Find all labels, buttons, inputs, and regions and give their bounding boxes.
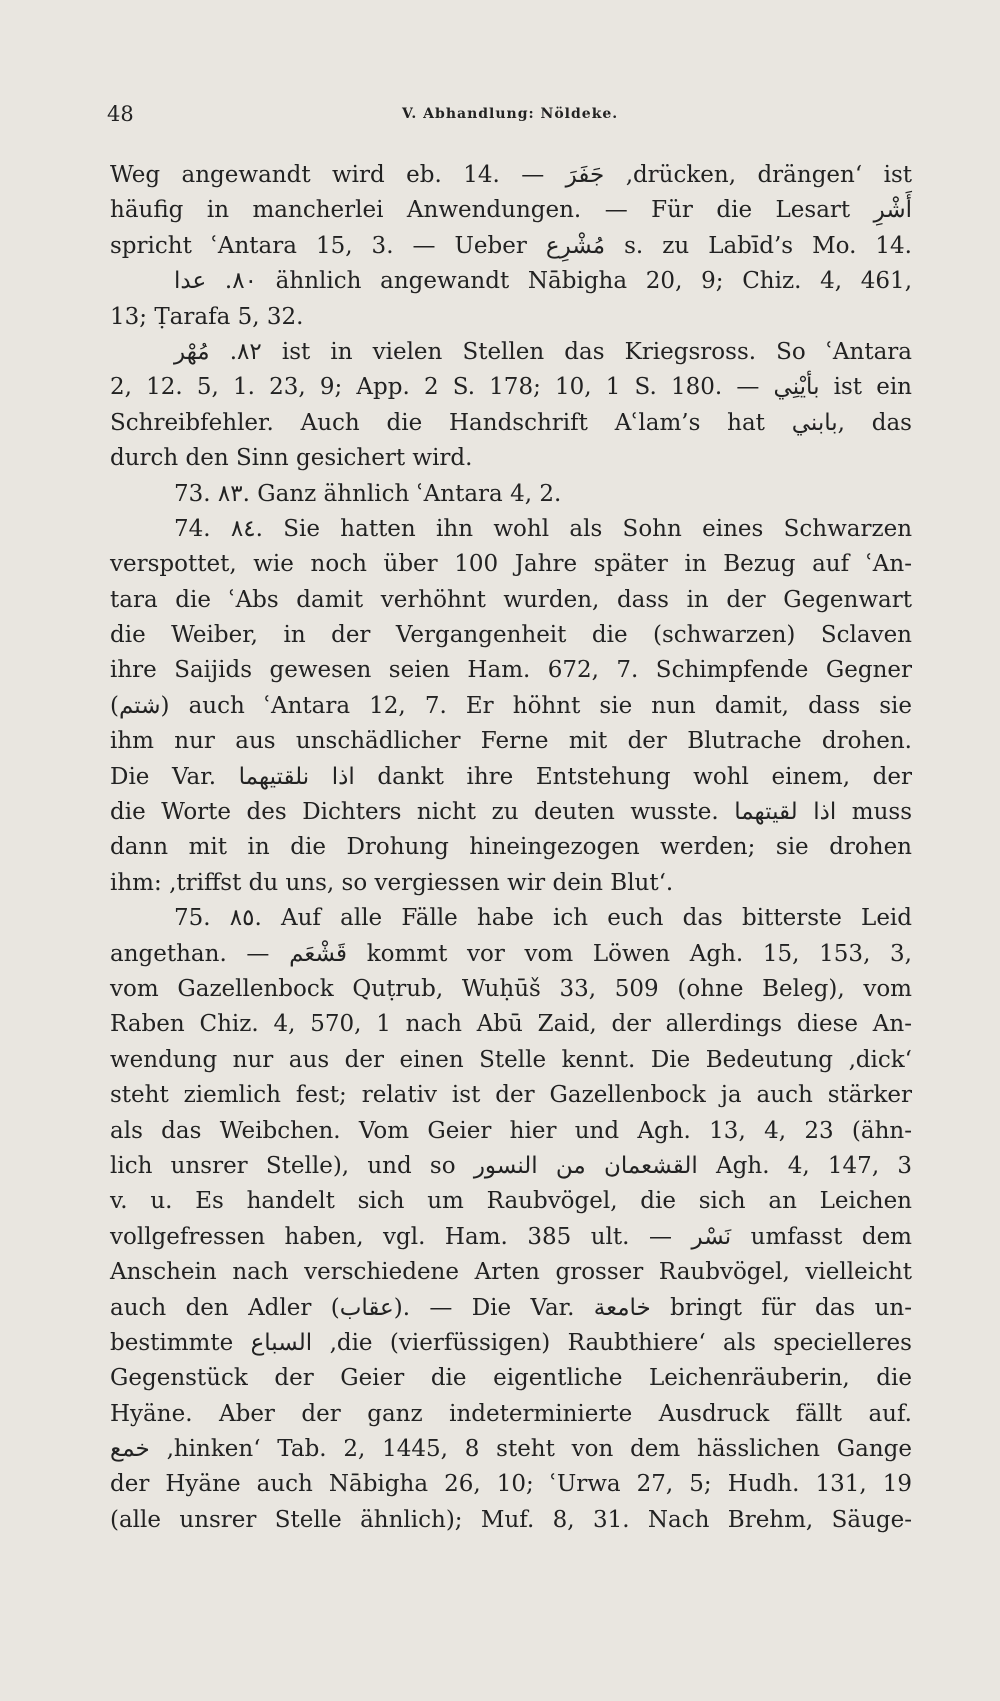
text-line: 2, 12. 5, 1. 23, 9; App. 2 S. 178; 10, 1 S. 180. — بأيْنِي ist ein (110, 374, 912, 401)
text-line: ٨٠. عدا ähnlich angewandt Nābigha 20, 9; Chiz. 4, 461, (174, 268, 913, 295)
text-line: dann mit in die Drohung hineingezogen werden; sie drohen (110, 834, 912, 861)
page-number: 48 (107, 102, 134, 126)
text-line: die Weiber, in der Vergangenheit die (schwarzen) Sclaven (110, 622, 912, 649)
text-line: der Hyäne auch Nābigha 26, 10; ʿUrwa 27, 5; Hudh. 131, 19 (110, 1471, 912, 1498)
text-line: (alle unsrer Stelle ähnlich); Muf. 8, 31. Nach Brehm, Säuge- (110, 1506, 912, 1533)
text-line: ٨٢. مُهْر ist in vielen Stellen das Kriegsross. So ʿAntara (174, 338, 913, 365)
text-line: angethan. — قَشْعَم kommt vor vom Löwen Agh. 15, 153, 3, (110, 940, 912, 967)
text-line: v. u. Es handelt sich um Raubvögel, die sich an Leichen (110, 1188, 912, 1215)
text-line: durch den Sinn gesichert wird. (110, 445, 473, 472)
text-line: verspottet, wie noch über 100 Jahre später in Bezug auf ʿAn- (110, 551, 912, 578)
running-head: V. Abhandlung: Nöldeke. (402, 106, 619, 122)
text-line: auch den Adler (عقاب). — Die Var. خامعة bringt für das un- (110, 1294, 912, 1321)
text-line: häufig in mancherlei Anwendungen. — Für die Lesart أَشْرِ (110, 197, 912, 224)
text-line: ihm nur aus unschädlicher Ferne mit der Blutrache drohen. (110, 728, 912, 755)
text-line: lich unsrer Stelle), und so القشعمان من النسور Agh. 4, 147, 3 (110, 1152, 912, 1179)
text-line: vollgefressen haben, vgl. Ham. 385 ult. — نَسْر umfasst dem (110, 1223, 912, 1250)
text-line: steht ziemlich fest; relativ ist der Gazellenbock ja auch stärker (110, 1082, 912, 1109)
text-line: خمع ‚hinken‘ Tab. 2, 1445, 8 steht von dem hässlichen Gange (110, 1436, 912, 1463)
text-line: Hyäne. Aber der ganz indeterminierte Ausdruck fällt auf. (110, 1400, 912, 1427)
text-line: Raben Chiz. 4, 570, 1 nach Abū Zaid, der allerdings diese An- (110, 1011, 912, 1038)
page-header (107, 102, 907, 132)
text-line: die Worte des Dichters nicht zu deuten wusste. اذا لقيتهما muss (110, 799, 913, 826)
body-text (110, 158, 912, 1538)
text-line: Weg angewandt wird eb. 14. — جَفَرَ ‚drücken, drängen‘ ist (110, 162, 912, 188)
text-line: 75. ٨٥. Auf alle Fälle habe ich euch das bitterste Leid (174, 905, 913, 932)
text-line: wendung nur aus der einen Stelle kennt. Die Bedeutung ‚dick‘ (110, 1046, 912, 1073)
text-line: tara die ʿAbs damit verhöhnt wurden, dass in der Gegenwart (110, 586, 912, 613)
text-line: vom Gazellenbock Quṭrub, Wuḥūš 33, 509 (ohne Beleg), vom (110, 975, 912, 1002)
text-line: Gegenstück der Geier die eigentliche Leichenräuberin, die (110, 1365, 912, 1392)
text-line: ihre Saijids gewesen seien Ham. 672, 7. Schimpfende Gegner (110, 657, 912, 684)
text-line: 74. ٨٤. Sie hatten ihn wohl als Sohn eines Schwarzen (174, 515, 913, 542)
text-line: bestimmte السباع ‚die (vierfüssigen) Raubthiere‘ als specielleres (110, 1329, 912, 1356)
text-line: als das Weibchen. Vom Geier hier und Agh. 13, 4, 23 (ähn- (110, 1117, 912, 1144)
text-line: ihm: ‚triffst du uns, so vergiessen wir dein Blut‘. (110, 869, 674, 896)
text-line: Schreibfehler. Auch die Handschrift Aʿlam’s hat بابني, das (110, 409, 912, 436)
text-line: Anschein nach verschiedene Arten grosser Raubvögel, vielleicht (110, 1259, 912, 1286)
text-line: 73. ٨٣. Ganz ähnlich ʿAntara 4, 2. (174, 480, 562, 507)
text-line: (شتم) auch ʿAntara 12, 7. Er höhnt sie nun damit, dass sie (110, 692, 912, 719)
text-line: Die Var. اذا نلقتيهما dankt ihre Entstehung wohl einem, der (110, 763, 912, 790)
text-line: spricht ʿAntara 15, 3. — Ueber مُشْرِع s. zu Labīd’s Mo. 14. (110, 232, 912, 259)
text-line: 13; Ṭarafa 5, 32. (110, 303, 304, 330)
